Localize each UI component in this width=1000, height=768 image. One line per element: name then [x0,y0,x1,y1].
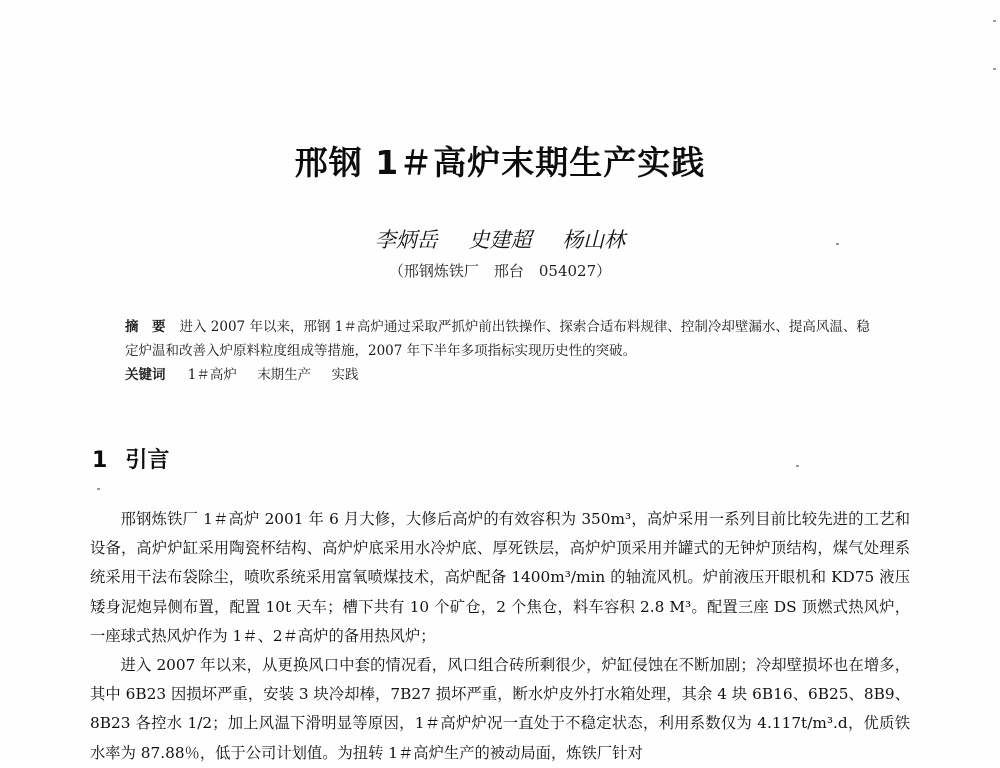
scan-speck [993,68,996,70]
section-heading [92,443,169,474]
abstract-label: 摘 要 [125,319,166,335]
scan-speck [836,243,839,245]
scan-speck [97,488,100,490]
section-number: 1 [92,448,108,473]
section-title: 引言 [125,448,170,473]
scan-speck [993,20,996,22]
keyword: 末期生产 [257,367,312,383]
author-name: 史建超 [468,228,532,252]
abstract [125,315,875,363]
author-list [0,224,1000,254]
body-text [90,505,910,768]
keywords-label: 关键词 [125,367,166,383]
paragraph: 进入 2007 年以来，从更换风口中套的情况看，风口组合砖所剩很少，炉缸侵蚀在不断加剧；冷却壁损坏也在增多，其中 6B23 因损坏严重，安装 3 块冷却棒，7B27 损坏严重，断水炉皮外打水箱处理，其余 4 块 6B16、6B25、8B9、8B23 各控水 1/2；加上风温下滑明显等原因，1＃高炉炉况一直处于不稳定状态，利用系数仅为 4.117t/m³.d，优质铁水率为 87.88％，低于公司计划值。为扭转 1＃高炉生产的被动局面，炼铁厂针对 [90,656,910,762]
paper-title: 邢钢 1＃高炉末期生产实践 [294,143,706,182]
abstract-text: 进入 2007 年以来，邢钢 1＃高炉通过采取严抓炉前出铁操作、探索合适布料规律、控制冷却壁漏水、提高风温、稳定炉温和改善入炉原料粒度组成等措施，2007 年下半年多项指标实现历史性的突破。 [125,319,870,359]
keyword: 1＃高炉 [187,367,237,383]
author-name: 李炳岳 [374,228,438,252]
scan-speck [796,465,799,467]
keyword: 实践 [331,367,359,383]
keywords [125,363,875,387]
affiliation: （邢钢炼铁厂 邢台 054027） [388,262,612,280]
paragraph: 邢钢炼铁厂 1＃高炉 2001 年 6 月大修，大修后高炉的有效容积为 350m³，高炉采用一系列目前比较先进的工艺和设备，高炉炉缸采用陶瓷杯结构、高炉炉底采用水冷炉底、厚死铁层，高炉炉顶采用并罐式的无钟炉顶结构，煤气处理系统采用干法布袋除尘，喷吹系统采用富氧喷煤技术，高炉配备 1400m³/min 的轴流风机。炉前液压开眼机和 KD75 液压矮身泥炮异侧布置，配置 10t 天车；槽下共有 10 个矿仓，2 个焦仓，料车容积 2.8 M³。配置三座 DS 顶燃式热风炉，一座球式热风炉作为 1＃、2＃高炉的备用热风炉； [90,510,910,645]
author-name: 杨山林 [562,228,626,252]
